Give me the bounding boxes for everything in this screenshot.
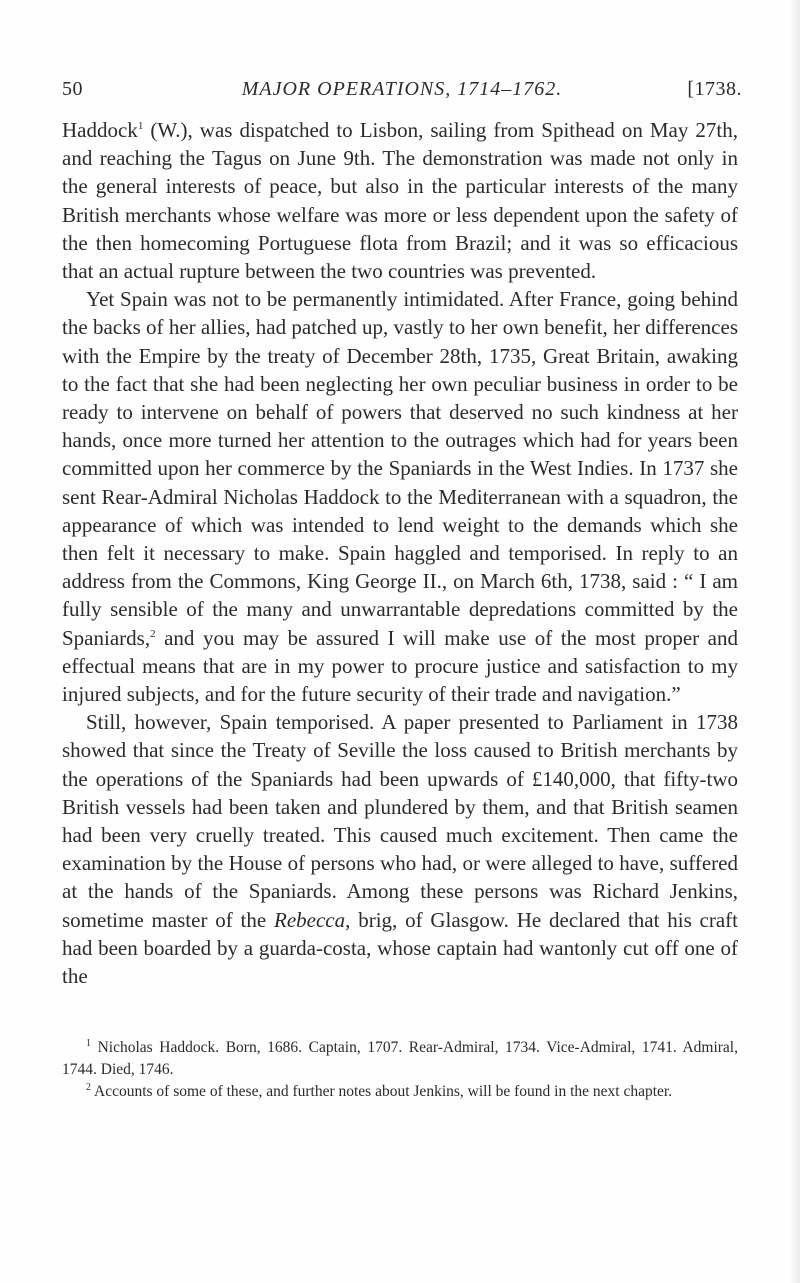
running-year: [1738. — [687, 78, 742, 100]
body-text — [62, 116, 738, 990]
footnote-1 — [62, 1037, 738, 1081]
paragraph-1-rest: (W.), was dispatched to Lisbon, sailing from Spithead on May 27th, and reaching the Tagus on June 9th. The demonstration was made not only in the general interests of peace, but also in the particular interests of the many British merchants whose welfare was more or less dependent upon the safety of the then homecoming Portuguese flota from Brazil; and it was so efficacious that an actual rupture between the two countries was prevented. — [62, 118, 738, 284]
running-title: MAJOR OPERATIONS, 1714–1762. — [241, 78, 563, 100]
paragraph-3-start: Still, however, Spain temporised. A paper presented to Parliament in 1738 showed that since the Treaty of Seville the loss caused to British merchants by the operations of the Spaniards had been upwards of £140,000, that fifty-two British vessels had been taken and plundered by them, and that British seamen had been very cruelly treated. This caused much excitement. Then came the examination by the House of persons who had, or were alleged to have, suffered at the hands of the Spaniards. Among these persons was Richard Jenkins, sometime master of the — [62, 710, 738, 932]
page-edge-shadow — [790, 0, 800, 1283]
footnote-2 — [62, 1081, 738, 1103]
paragraph-2-rest: and you may be assured I will make use of the most proper and effectual means that are in my power to procure justice and satisfaction to my injured subjects, and for the future security of their trade and navigation.” — [62, 625, 738, 707]
page-number: 50 — [62, 78, 83, 100]
footnote-2-text: Accounts of some of these, and further notes about Jenkins, will be found in the next chapter. — [91, 1082, 673, 1100]
paragraph-3 — [62, 708, 738, 990]
paragraph-3-end: , brig, of Glasgow. He declared that his craft had been boarded by a guarda-costa, whose captain had wantonly cut off one of the — [62, 907, 739, 989]
running-head — [62, 78, 742, 104]
paragraph-1-start: Haddock — [62, 118, 138, 142]
paragraph-2-text: Yet Spain was not to be permanently intimidated. After France, going behind the backs of her allies, had patched up, vastly to her own benefit, her differences with the Empire by the treaty of December 28th, 1735, Great Britain, awaking to the fact that she had been neglecting her own peculiar business in order to be ready to intervene on behalf of powers that deserved no such kindness at her hands, once more turned her attention to the outrages which had for years been committed upon her commerce by the Spaniards in the West Indies. In 1737 she sent Rear-Admiral Nicholas Haddock to the Mediterranean with a squadron, the appearance of which was intended to lend weight to the demands which she then felt it necessary to make. Spain haggled and temporised. In reply to an address from the Commons, King George II., on March 6th, 1738, said : “ I am fully sensible of the many and unwarrantable depredations committed by the Spaniards, — [62, 287, 738, 650]
footnote-2-mark: 2 — [86, 1081, 91, 1093]
footnote-ref-1[interactable]: 1 — [137, 120, 144, 132]
footnote-1-mark: 1 — [86, 1037, 91, 1049]
paragraph-2 — [62, 285, 738, 708]
footnotes — [62, 1037, 738, 1102]
ship-name: Rebecca — [274, 907, 346, 932]
paragraph-1 — [62, 116, 738, 285]
footnote-1-text: Nicholas Haddock. Born, 1686. Captain, 1707. Rear-Admiral, 1734. Vice-Admiral, 1741. Admiral, 1744. Died, 1746. — [62, 1039, 738, 1078]
footnote-ref-2[interactable]: 2 — [150, 627, 156, 640]
